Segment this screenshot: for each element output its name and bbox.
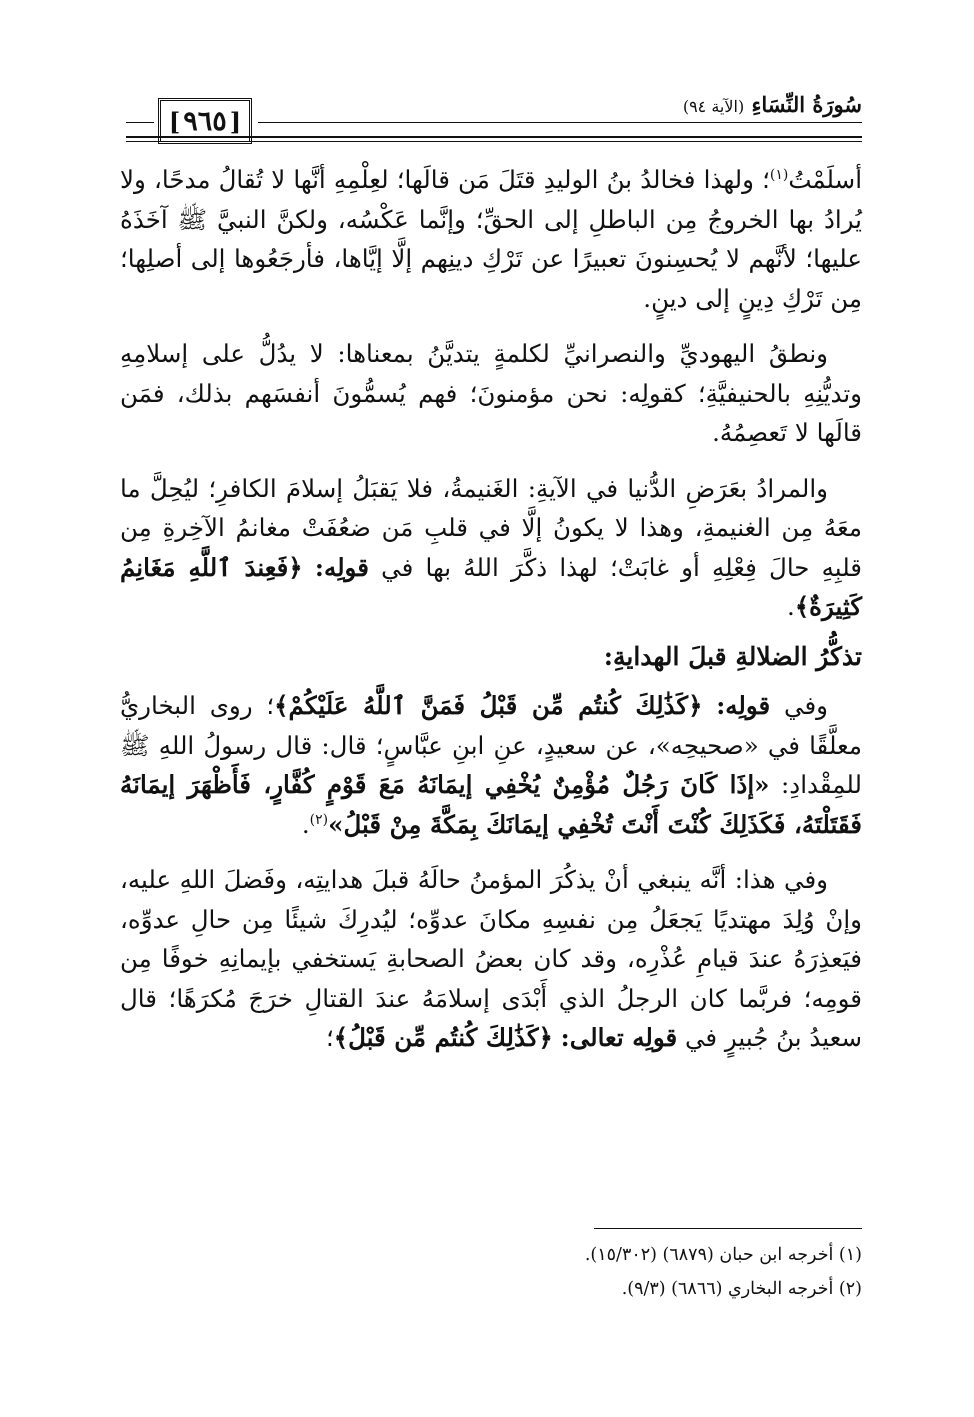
footnote-ref-2: (٢): [309, 811, 329, 828]
page-header: [126, 92, 862, 152]
surah-title: [683, 92, 862, 117]
paragraph-5: وفي هذا: أنَّه ينبغي أنْ يذكُرَ المؤمنُ حالَهُ قبلَ هدايتِه، وفَضلَ اللهِ عليه، وإنْ وُلِدَ مهتديًا يَجعَلُ مِن نفسِهِ مكانَ عدوِّه؛ ليُدرِكَ شيئًا مِن حالِ عدوِّه، فيَعذِرَهُ عندَ قيامِ عُذْرِه، وقد كان بعضُ الصحابةِ يَستخفي بإيمانِهِ خوفًا مِن قومِه؛ فربَّما كان الرجلُ الذي أَبْدَى إسلامَهُ عندَ القتالِ خرَجَ مُكرَهًا؛ قال سعيدُ بنُ جُبيرٍ في قولِه تعالى: ﴿كَذَٰلِكَ كُنتُم مِّن قَبْلُ﴾؛: [120, 865, 862, 1052]
footnote-1: (١) أخرجه ابن حبان (٦٨٧٩) (١٥/٣٠٢).: [584, 1245, 862, 1265]
page-number-box: [ ٩٦٥ ]: [158, 98, 252, 144]
paragraph-1: أسلَمْتُ$^{(١)}$؛ ولهذا فخالدُ بنُ الوليدِ قتَلَ مَن قالَها؛ لعِلْمِهِ أنَّها لا تُقالُ مدحًا، ولا يُرادُ بها الخروجُ مِن الباطلِ إلى الحقِّ؛ وإنَّما عَكْسُه، ولكنَّ النبيَّ ﷺ آخَذَهُ عليها؛ لأنَّهم لا يُحسِنونَ تعبيرًا عن تَرْكِ دينِهم إلَّا إيَّاها، فأرجَعُوها إلى أصلِها؛ مِن تَرْكِ دِينٍ إلى دينٍ.: [120, 165, 862, 313]
surah-name: سُورَةُ النِّسَاءِ: [751, 92, 862, 117]
footnotes: [120, 1238, 862, 1306]
header-rule-top: [258, 122, 862, 123]
paragraph-3: والمرادُ بعَرَضِ الدُّنيا في الآيةِ: الغَنيمةُ، فلا يَقبَلُ إسلامَ الكافرِ؛ ليُحِلَّ ما معَهُ مِن الغنيمةِ، وهذا لا يكونُ إلَّا في قلبِ مَن ضعُفَتْ مغانمُ الآخِرةِ مِن قلبِهِ حالَ فِعْلِهِ أو غابَتْ؛ لهذا ذكَّرَ اللهُ بها في قولِه: ﴿فَعِندَ ٱللَّهِ مَغَانِمُ كَثِيرَةٌ﴾.: [120, 473, 863, 621]
page-number: ٩٦٥: [183, 105, 227, 137]
footnote-ref-1: (١): [769, 166, 789, 183]
footnote-2: (٢) أخرجه البخاري (٦٨٦٦) (٩/٣).: [621, 1279, 862, 1299]
main-text: [120, 160, 862, 1058]
paragraph-2: ونطقُ اليهوديِّ والنصرانيِّ لكلمةٍ يتديَّنُ بمعناها: لا يدُلُّ على إسلامِهِ وتديُّنِهِ بالحنيفيَّةِ؛ كقولِه: نحن مؤمنونَ؛ فهم يُسمُّونَ أنفسَهم بذلك، فمَن قالَها لا تَعصِمُهُ.: [120, 339, 862, 447]
paragraph-4: وفي قولِه: ﴿كَذَٰلِكَ كُنتُم مِّن قَبْلُ فَمَنَّ ٱللَّهُ عَلَيْكُمْ﴾؛ روى البخاريُّ معلَّقًا في «صحيحِه»، عن سعيدٍ، عنِ ابنِ عبَّاسٍ؛ قال: قال رسولُ اللهِ ﷺ للمِقْدادِ: «إذَا كَانَ رَجُلٌ مُؤْمِنٌ يُخْفِي إيمَانَهُ مَعَ قَوْمٍ كُفَّارٍ، فَأَظْهَرَ إيمَانَهُ فَقَتَلْتَهُ، فَكَذَلِكَ كُنْتَ أَنْتَ تُخْفِي إيمَانَكَ بِمَكَّةَ مِنْ قَبْلُ»$^{(٢)}$.: [120, 691, 862, 839]
footnote-separator: [594, 1228, 862, 1229]
hadith-text: «إذَا كَانَ رَجُلٌ مُؤْمِنٌ يُخْفِي إيمَانَهُ مَعَ قَوْمٍ كُفَّارٍ، فَأَظْهَرَ إيمَانَهُ فَقَتَلْتَهُ، فَكَذَلِكَ كُنْتَ أَنْتَ تُخْفِي إيمَانَكَ بِمَكَّةَ مِنْ قَبْلُ»: [120, 770, 862, 839]
section-heading: تذكُّرُ الضلالةِ قبلَ الهدايةِ:: [603, 641, 862, 671]
quran-verse: ﴿كَذَٰلِكَ كُنتُم مِّن قَبْلُ﴾: [333, 1023, 553, 1052]
ayah-reference: (الآية ٩٤): [682, 97, 745, 116]
header-rule-left: [126, 122, 154, 123]
quran-verse: ﴿كَذَٰلِكَ كُنتُم مِّن قَبْلُ فَمَنَّ ٱللَّهُ عَلَيْكُمْ﴾: [274, 691, 703, 720]
quran-verse: ﴿فَعِندَ ٱللَّهِ مَغَانِمُ كَثِيرَةٌ﴾: [120, 552, 862, 621]
